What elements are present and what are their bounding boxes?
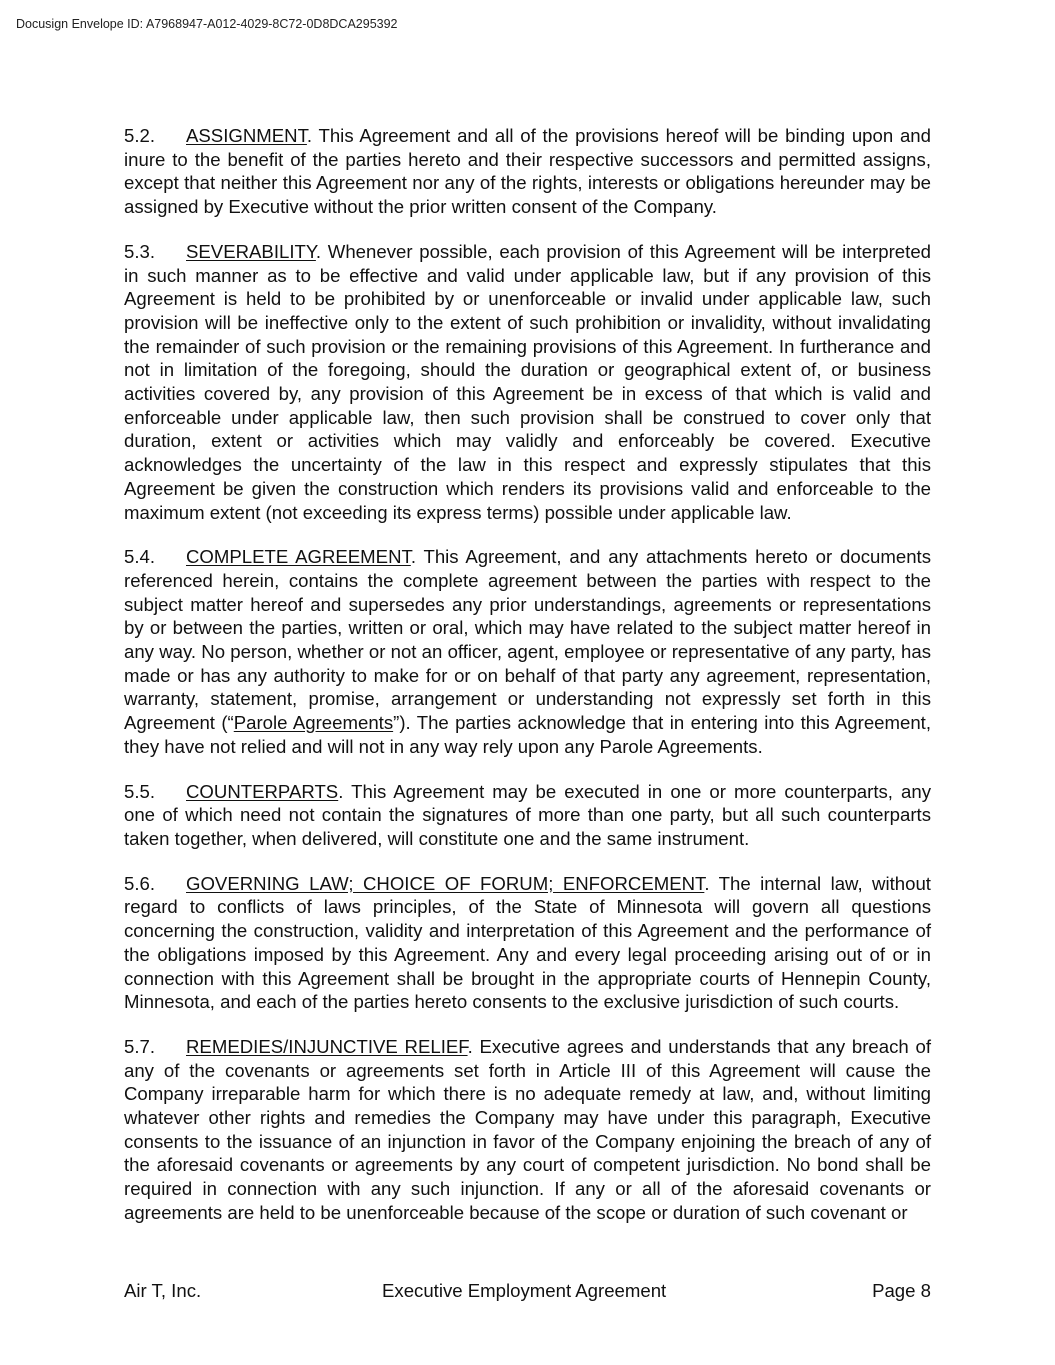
- section-number: 5.6.: [124, 872, 156, 894]
- footer-document-title: Executive Employment Agreement: [382, 1280, 667, 1301]
- section-5-7: [124, 1035, 931, 1225]
- section-text-continued: ”). The parties acknowledge that in entering into this Agreement, they have not relied and will not in any way rely upon any Parole Agreements.: [124, 712, 932, 757]
- section-5-2: [124, 124, 931, 219]
- section-text: . The internal law, without regard to conflicts of laws principles, of the State of Minnesota will govern all questions concerning the construction, validity and interpretation of this Agreement and the performance of the obligations imposed by this Agreement. Any and every legal proceeding arising out of or in connection with this Agreement shall be brought in the appropriate courts of Hennepin County, Minnesota, and each of the parties hereto consents to the exclusive jurisdiction of such courts.: [124, 872, 931, 1013]
- defined-term: Parole Agreements: [233, 712, 394, 734]
- section-number: 5.2.: [124, 125, 156, 146]
- footer-page-number: Page 8: [872, 1280, 931, 1301]
- document-body: [124, 124, 931, 1246]
- section-5-3: [124, 240, 931, 524]
- section-heading: COMPLETE AGREEMENT: [186, 546, 411, 568]
- section-text: . Executive agrees and understands that any breach of any of the covenants or agreements set forth in Article III of this Agreement will cause the Company irreparable harm for which there is no adequate remedy at law, and, without limiting whatever other rights and remedies the Company may have under this paragraph, Executive consents to the issuance of an injunction in favor of the Company enjoining the breach of any of the aforesaid covenants or agreements by any court of competent jurisdiction. No bond shall be required in connection with any such injunction. If any or all of the aforesaid covenants or agreements are held to be unenforceable because of the scope or duration of such covenant or: [124, 1035, 931, 1223]
- section-text: . This Agreement, and any attachments hereto or documents referenced herein, contains the complete agreement between the parties with respect to the subject matter hereof and supersedes any prior understandings, agreements or representations by or between the parties, written or oral, which may have related to the subject matter hereof in any way. No person, whether or not an officer, agent, employee or representative of any party, has made or has any authority to make for or on behalf of that party any agreement, representation, warranty, statement, promise, arrangement or understanding not expressly set forth in this Agreement (“: [124, 546, 932, 734]
- envelope-id: Docusign Envelope ID: A7968947-A012-4029-8C72-0D8DCA295392: [16, 17, 398, 31]
- section-5-5: [124, 780, 931, 851]
- section-number: 5.3.: [124, 240, 156, 262]
- section-heading: ASSIGNMENT: [186, 125, 307, 146]
- page-footer: [124, 1280, 931, 1306]
- section-5-6: [124, 872, 931, 1014]
- section-number: 5.7.: [124, 1035, 156, 1057]
- section-heading: SEVERABILITY: [186, 240, 316, 262]
- section-heading: COUNTERPARTS: [186, 780, 339, 802]
- section-text: . Whenever possible, each provision of this Agreement will be interpreted in such manner as to be effective and valid under applicable law, but if any provision of this Agreement is held to be prohibited by or unenforceable or invalid under applicable law, such provision will be ineffective only to the extent of such prohibition or invalidity, without invalidating the remainder of such provision or the remaining provisions of this Agreement. In furtherance and not in limitation of the foregoing, should the duration or geographical extent of, or business activities covered by, any provision of this Agreement be in excess of that which is valid and enforceable under applicable law, then such provision shall be construed to cover only that duration, extent or activities which may validly and enforceably be covered. Executive acknowledges the uncertainty of the law in this respect and expressly stipulates that this Agreement be given the construction which renders its provisions valid and enforceable to the maximum extent (not exceeding its express terms) possible under applicable law.: [124, 240, 931, 523]
- section-text: . This Agreement and all of the provisions hereof will be binding upon and inure to the benefit of the parties hereto and their respective successors and permitted assigns, except that neither this Agreement nor any of the rights, interests or obligations hereunder may be assigned by Executive without the prior written consent of the Company.: [124, 125, 931, 218]
- footer-company: Air T, Inc.: [124, 1280, 202, 1301]
- section-number: 5.5.: [124, 780, 156, 802]
- section-heading: REMEDIES/INJUNCTIVE RELIEF: [186, 1035, 468, 1057]
- section-heading: GOVERNING LAW; CHOICE OF FORUM; ENFORCEMENT: [186, 872, 705, 894]
- section-5-4: [124, 545, 931, 758]
- section-text: . This Agreement may be executed in one or more counterparts, any one of which need not contain the signatures of more than one party, but all such counterparts taken together, when delivered, will constitute one and the same instrument.: [124, 780, 931, 849]
- section-number: 5.4.: [124, 546, 156, 568]
